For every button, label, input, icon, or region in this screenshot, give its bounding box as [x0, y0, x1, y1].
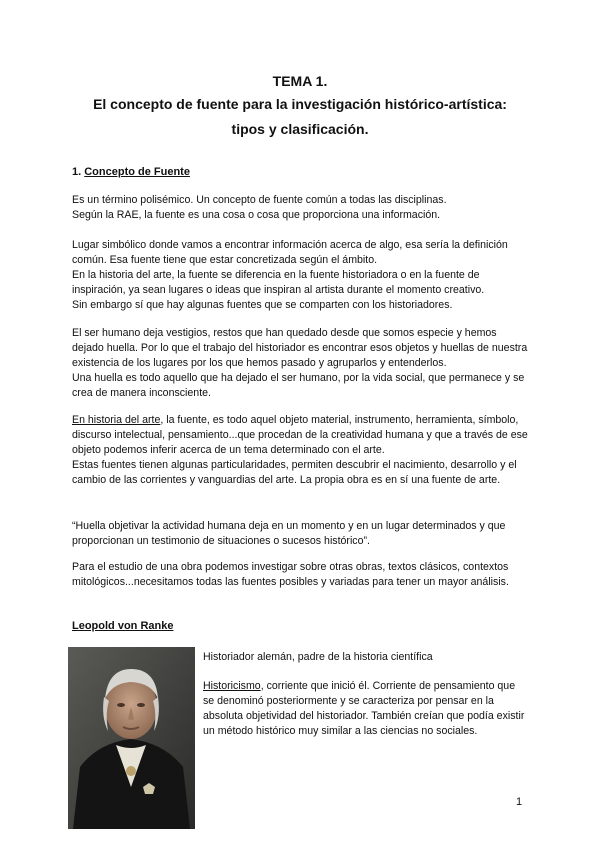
- portrait-caption: Historiador alemán, padre de la historia científica: [203, 651, 433, 663]
- document-subtitle-line-1: El concepto de fuente para la investigación histórico-artística:: [93, 96, 507, 112]
- historicismo-underlined: Historicismo: [203, 680, 261, 692]
- paragraph-4: [72, 413, 530, 488]
- document-title: TEMA 1.: [272, 73, 328, 89]
- section-heading-ranke-text: Leopold von Ranke: [72, 620, 174, 632]
- paragraph-6: Para el estudio de una obra podemos investigar sobre otras obras, textos clásicos, contextos mitológicos...necesitamos todas las fuentes posibles y variadas para tener un mayor análisis.: [72, 561, 509, 588]
- historicismo-paragraph: [203, 679, 525, 739]
- section-heading-ranke: [72, 620, 173, 632]
- paragraph-2: Lugar simbólico donde vamos a encontrar información acerca de algo, esa sería la definición común. Esa fuente tiene que estar concretizada según el ámbito. En la historia del arte, la fuente se diferencia en la fuente historiadora o en la fuente de inspiración, ya sean lugares o ideas que inspiran al artista durante el momento creativo. Sin embargo sí que hay algunas fuentes que se comparten con los historiadores.: [72, 239, 508, 311]
- quote-paragraph: “Huella objetivar la actividad humana deja en un momento y en un lugar determinados y que proporcionan un testimonio de situaciones o sucesos histórico”.: [72, 520, 506, 547]
- portrait-image: [68, 647, 195, 829]
- section-number: 1.: [72, 166, 85, 178]
- paragraph-3: El ser humano deja vestigios, restos que han quedado desde que somos especie y hemos dejado huella. Por lo que el trabajo del historiador es encontrar esos objetos y huellas de nuestra existencia de los lugares por los que hemos pasado y agruparlos y entenderlos. Una huella es todo aquello que ha dejado el ser humano, por la vida social, que permanece y se crea de manera inconsciente.: [72, 327, 528, 399]
- paragraph-4-underlined: En historia del arte: [72, 414, 161, 426]
- section-heading-text: Concepto de Fuente: [84, 166, 190, 178]
- paragraph-1: Es un término polisémico. Un concepto de fuente común a todas las disciplinas. Según la RAE, la fuente es una cosa o cosa que proporciona una información.: [72, 194, 447, 221]
- page-number: 1: [516, 796, 523, 808]
- document-subtitle-line-2: tipos y clasificación.: [231, 121, 369, 137]
- section-heading-concepto: [72, 166, 190, 178]
- paragraph-4-text: , la fuente, es todo aquel objeto material, instrumento, herramienta, símbolo, discurso intelectual, pensamiento...que procedan de la creatividad humana y que a través de ese objeto podemos inferir acerca de un tema determinado con el arte. Estas fuentes tienen algunas particularidades, permiten descubrir el nacimiento, desarrollo y el cambio de las corrientes y vanguardias del arte. La propia obra es en sí una fuente de arte.: [72, 414, 528, 486]
- historicismo-text: , corriente que inició él. Corriente de pensamiento que se denominó posteriormente y se caracteriza por pensar en la absoluta objetividad del historiador. También creían que podía existir un método histórico muy similar a las ciencias no sociales.: [203, 680, 525, 737]
